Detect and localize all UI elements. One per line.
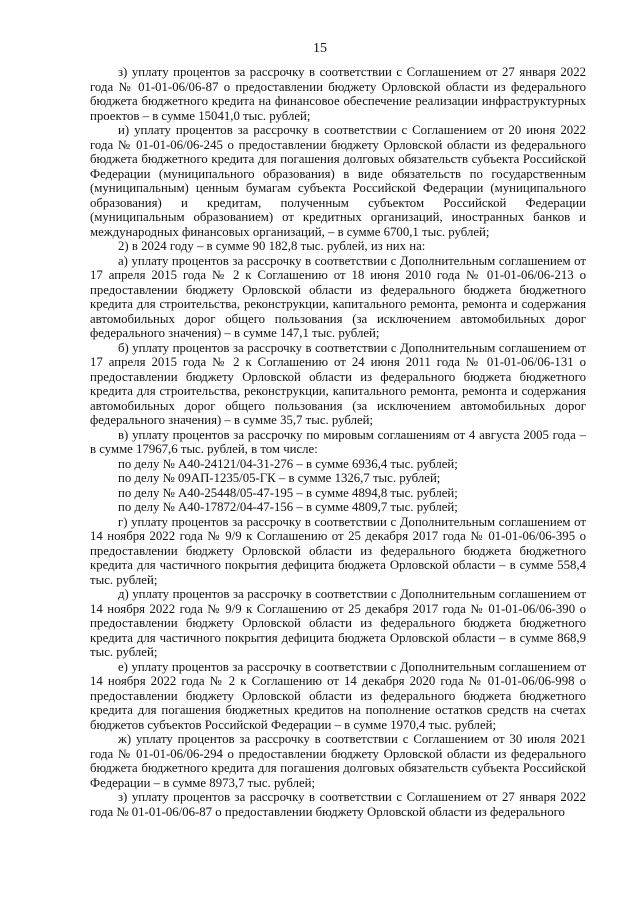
page-number: 15 <box>313 41 327 56</box>
paragraph-a-roads: а) уплату процентов за рассрочку в соответствии с Дополнительным соглашением от 17 апреля 2015 года № 2 к Соглашению от 18 июня 2010 года № 01-01-06/06-213 о предоставлении бюджету Орловской области из федерального бюджета бюджетного кредита для строительства, реконструкции, капитального ремонта, ремонта и содержания автомобильных дорог общего пользования (за исключением автомобильных дорог федерального значения) – в сумме 147,1 тыс. рублей; <box>90 253 586 340</box>
paragraph-i-debt-obligations: и) уплату процентов за рассрочку в соответствии с Соглашением от 20 июня 2022 года № 01-01-06/06-245 о предоставлении бюджету Орловской области из федерального бюджета бюджетного кредита для погашения долговых обязательств субъекта Российской Федерации (муниципального образования) в виде обязательств по государственным (муниципальным) ценным бумагам субъекта Российской Федерации (муниципального образования) и кредитам, полученным субъектом Российской Федерации (муниципальным образованием) от кредитных организаций, иностранных банков и международных финансовых организаций, – в сумме 6700,1 тыс. рублей; <box>90 123 586 239</box>
paragraph-2024-total: 2) в 2024 году – в сумме 90 182,8 тыс. рублей, из них на: <box>118 239 426 253</box>
case-item: по делу № 09АП-1235/05-ГК – в сумме 1326,7 тыс. рублей; <box>118 471 441 485</box>
paragraph-z-infrastructure: з) уплату процентов за рассрочку в соответствии с Соглашением от 27 января 2022 года № 01-01-06/06-87 о предоставлении бюджету Орловской области из федерального бюджета бюджетного кредита на финансовое обеспечение реализации инфраструктурных проектов – в сумме 15041,0 тыс. рублей; <box>90 65 586 123</box>
case-item: по делу № А40-17872/04-47-156 – в сумме 4809,7 тыс. рублей; <box>118 500 458 514</box>
paragraph-zh-debt: ж) уплату процентов за рассрочку в соответствии с Соглашением от 30 июля 2021 года № 01-01-06/06-294 о предоставлении бюджету Орловской области из федерального бюджета бюджетного кредита для погашения долговых обязательств субъекта Российской Федерации – в сумме 8973,7 тыс. рублей; <box>90 732 586 790</box>
paragraph-z-continued: з) уплату процентов за рассрочку в соответствии с Соглашением от 27 января 2022 года № 01-01-06/06-87 о предоставлении бюджету Орловской области из федерального <box>90 790 586 819</box>
paragraph-d-deficit: д) уплату процентов за рассрочку в соответствии с Дополнительным соглашением от 14 ноября 2022 года № 9/9 к Соглашению от 25 декабря 2017 года № 01-01-06/06-390 о предоставлении бюджету Орловской области из федерального бюджета бюджетного кредита для частичного покрытия дефицита бюджета Орловской области – в сумме 868,9 тыс. рублей; <box>90 587 586 659</box>
paragraph-v-settlements: в) уплату процентов за рассрочку по мировым соглашениям от 4 августа 2005 года – в сумме 17967,6 тыс. рублей, в том числе: <box>90 427 586 456</box>
case-item: по делу № А40-24121/04-31-276 – в сумме 6936,4 тыс. рублей; <box>118 456 458 471</box>
paragraph-g-deficit: г) уплату процентов за рассрочку в соответствии с Дополнительным соглашением от 14 ноября 2022 года № 9/9 к Соглашению от 25 декабря 2017 года № 01-01-06/06-395 о предоставлении бюджету Орловской области из федерального бюджета бюджетного кредита для частичного покрытия дефицита бюджета Орловской области – в сумме 558,4 тыс. рублей; <box>90 514 586 587</box>
document-body <box>90 65 586 819</box>
case-item: по делу № А40-25448/05-47-195 – в сумме 4894,8 тыс. рублей; <box>118 485 458 500</box>
paragraph-b-roads: б) уплату процентов за рассрочку в соответствии с Дополнительным соглашением от 17 апреля 2015 года № 2 к Соглашению от 24 июня 2011 года № 01-01-06/06-131 о предоставлении бюджету Орловской области из федерального бюджета бюджетного кредита для строительства, реконструкции, капитального ремонта, ремонта и содержания автомобильных дорог общего пользования (за исключением автомобильных дорог федерального значения) – в сумме 35,7 тыс. рублей; <box>90 340 586 427</box>
paragraph-e-balances: е) уплату процентов за рассрочку в соответствии с Дополнительным соглашением от 14 ноября 2022 года № 2 к Соглашению от 14 декабря 2020 года № 01-01-06/06-998 о предоставлении бюджету Орловской области из федерального бюджета бюджетного кредита для погашения бюджетных кредитов на пополнение остатков средств на счетах бюджетов субъектов Российской Федерации – в сумме 1970,4 тыс. рублей; <box>90 659 586 732</box>
